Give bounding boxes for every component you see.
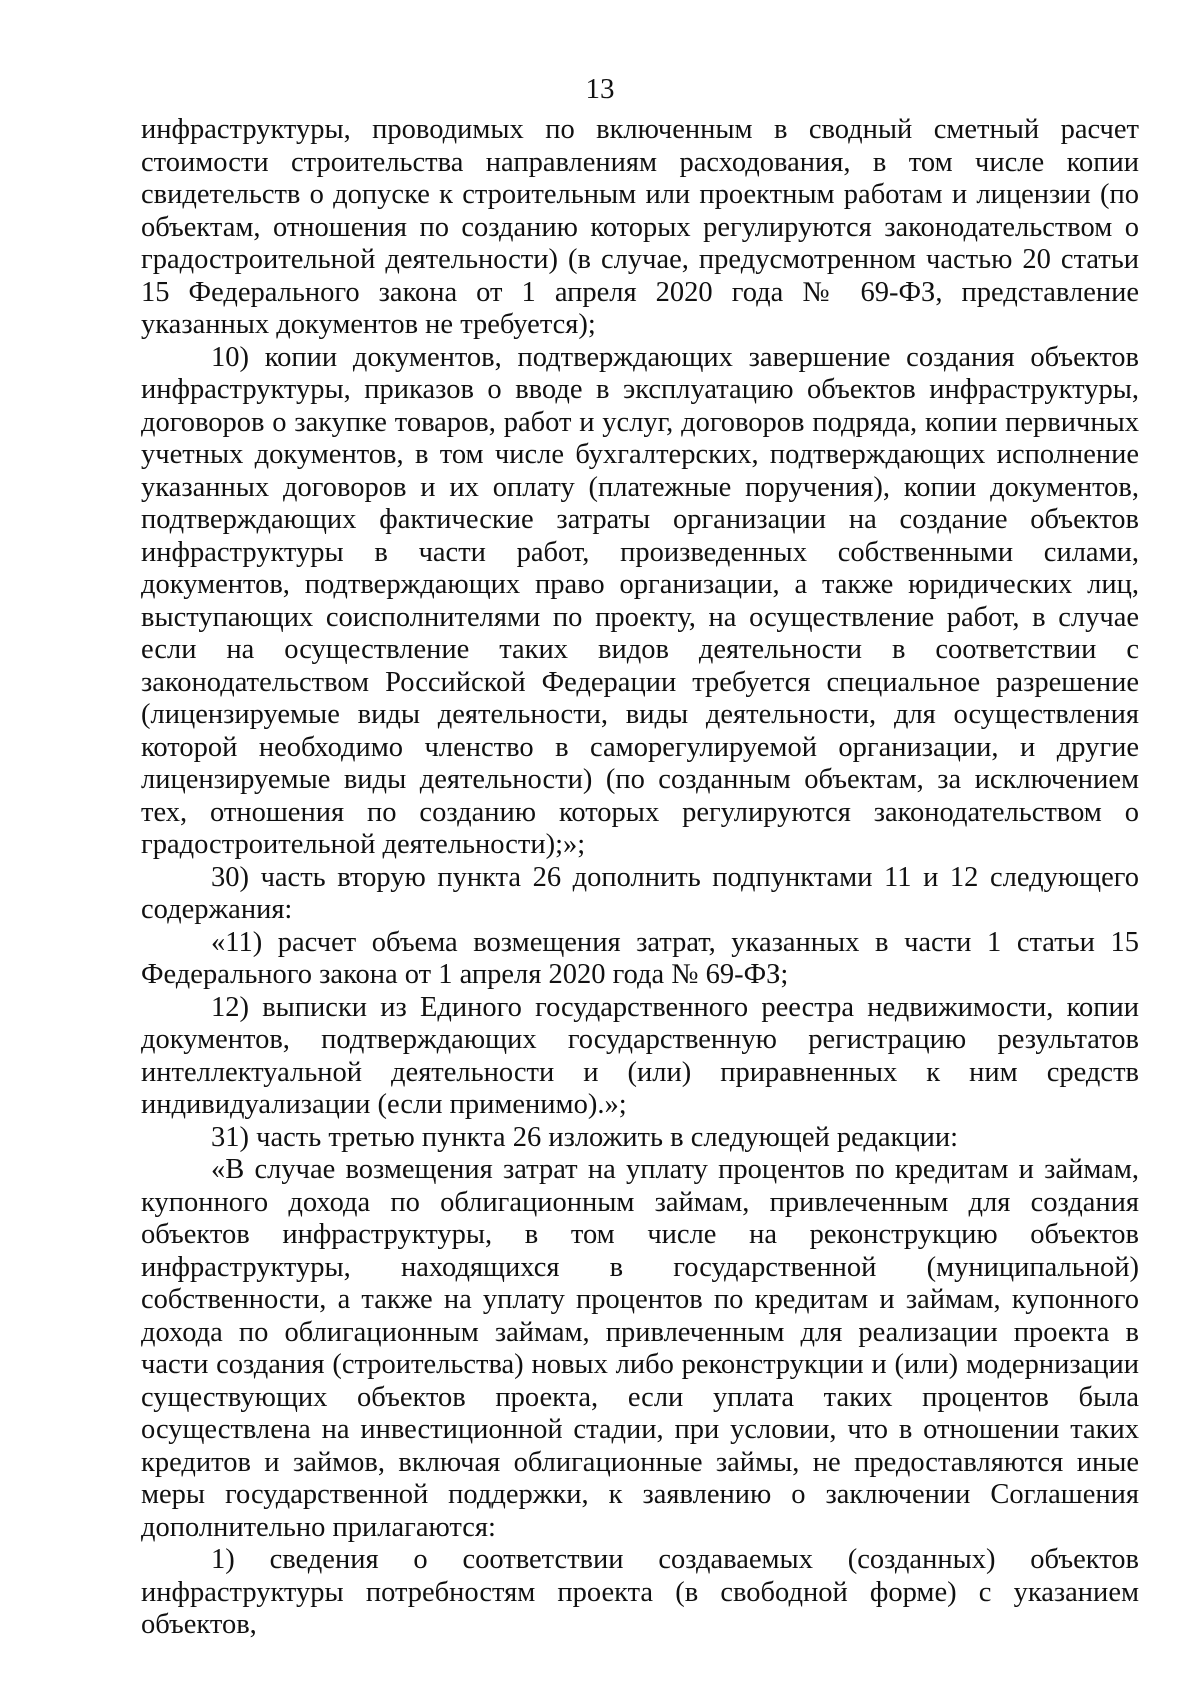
document-body [141, 114, 1139, 1642]
paragraph-item-30: 30) часть вторую пункта 26 дополнить подпунктами 11 и 12 следующего содержания: [141, 861, 1139, 925]
paragraph-subitem-12: 12) выписки из Единого государственного реестра недвижимости, копии документов, подтверждающих государственную регистрацию результатов интеллектуальной деятельности и (или) приравненных к ним средств индивидуализации (если применимо).»; [141, 991, 1139, 1120]
paragraph-subitem-11: «11) расчет объема возмещения затрат, указанных в части 1 статьи 15 Федерального закона от 1 апреля 2020 года № 69-ФЗ; [141, 926, 1139, 990]
paragraph-new-edition: «В случае возмещения затрат на уплату процентов по кредитам и займам, купонного дохода по облигационным займам, привлеченным для создания объектов инфраструктуры, в том числе на реконструкцию объектов инфраструктуры, находящихся в государственной (муниципальной) собственности, а также на уплату процентов по кредитам и займам, купонного дохода по облигационным займам, привлеченным для реализации проекта в части создания (строительства) новых либо реконструкции и (или) модернизации существующих объектов проекта, если уплата таких процентов была осуществлена на инвестиционной стадии, при условии, что в отношении таких кредитов и займов, включая облигационные займы, не предоставляются иные меры государственной поддержки, к заявлению о заключении Соглашения дополнительно прилагаются: [141, 1154, 1139, 1543]
page-number: 13 [585, 73, 615, 105]
paragraph-item-31: 31) часть третью пункта 26 изложить в следующей редакции: [211, 1121, 959, 1153]
paragraph-item-10: 10) копии документов, подтверждающих завершение создания объектов инфраструктуры, приказов о вводе в эксплуатацию объектов инфраструктуры, договоров о закупке товаров, работ и услуг, договоров подряда, копии первичных учетных документов, в том числе бухгалтерских, подтверждающих исполнение указанных договоров и их оплату (платежные поручения), копии документов, подтверждающих фактические затраты организации на создание объектов инфраструктуры в части работ, произведенных собственными силами, документов, подтверждающих право организации, а также юридических лиц, выступающих соисполнителями по проекту, на осуществление работ, в случае если на осуществление таких видов деятельности в соответствии с законодательством Российской Федерации требуется специальное разрешение (лицензируемые виды деятельности, виды деятельности, для осуществления которой необходимо членство в саморегулируемой организации, и другие лицензируемые виды деятельности) (по созданным объектам, за исключением тех, отношения по созданию которых регулируются законодательством о градостроительной деятельности);»; [141, 341, 1139, 860]
paragraph-continuation: инфраструктуры, проводимых по включенным в сводный сметный расчет стоимости строительства направлениям расходования, в том числе копии свидетельств о допуске к строительным или проектным работам и лицензии (по объектам, отношения по созданию которых регулируются законодательством о градостроительной деятельности) (в случае, предусмотренном частью 20 статьи 15 Федерального закона от 1 апреля 2020 года № 69-ФЗ, представление указанных документов не требуется); [141, 114, 1139, 340]
paragraph-subitem-1: 1) сведения о соответствии создаваемых (созданных) объектов инфраструктуры потребностям проекта (в свободной форме) с указанием объектов, [141, 1544, 1139, 1640]
